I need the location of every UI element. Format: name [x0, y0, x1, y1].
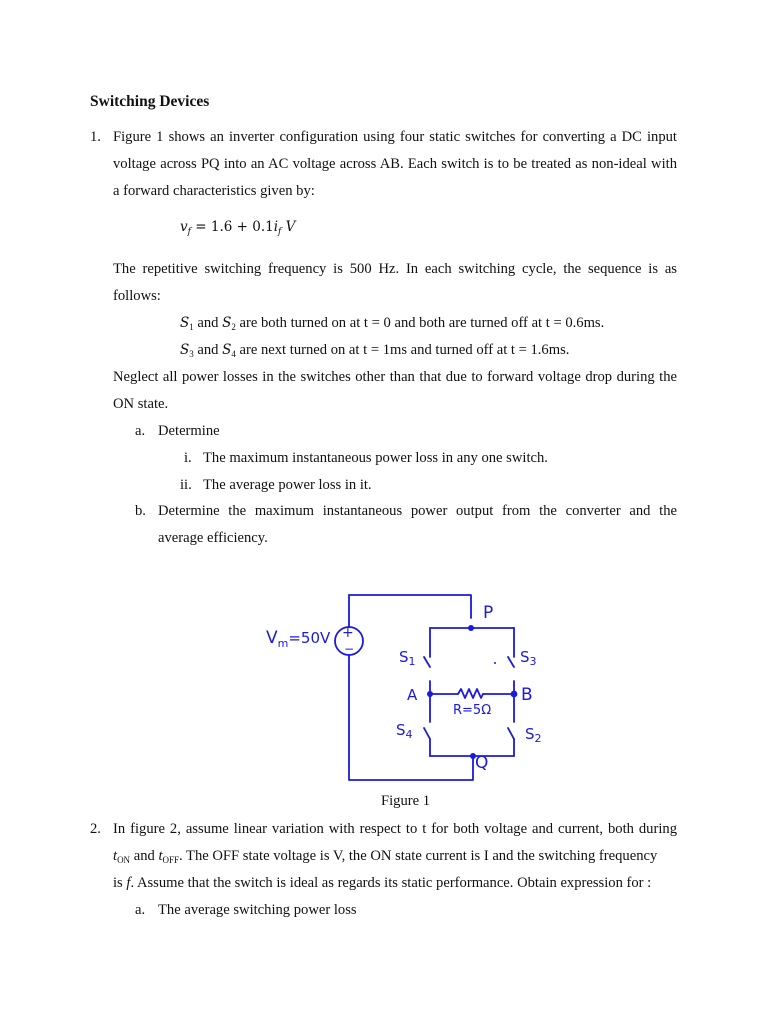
eq-lhs-sub: f	[187, 227, 191, 237]
q1-freq-line-1: The repetitive switching frequency is 500 Hz. In each switching cycle, the sequence is as	[113, 261, 677, 277]
seq1-rest: are both turned on at t = 0 and both are turned off at t = 0.6ms.	[235, 315, 605, 331]
part-a-i-text: The maximum instantaneous power loss in any one switch.	[203, 450, 548, 466]
switch-s2-label: $S_2$	[525, 725, 542, 745]
q1-neglect-line-1: Neglect all power losses in the switches other than that due to forward voltage drop during the	[113, 369, 677, 385]
q1-line-3: a forward characteristics given by:	[113, 183, 315, 199]
part-a-ii-text: The average power loss in it.	[203, 477, 372, 493]
seq2-and: and	[193, 342, 223, 358]
part-b-line-1: Determine the maximum instantaneous power output from the converter and the	[158, 503, 677, 519]
q2-line-3	[113, 870, 651, 897]
resistor-zigzag	[458, 689, 483, 698]
node-b-dot	[511, 691, 518, 698]
question-2-number: 2.	[90, 821, 101, 837]
t-off-sub: OFF	[162, 855, 180, 865]
node-b-label: B	[521, 685, 533, 705]
part-a-text: Determine	[158, 423, 220, 439]
forward-characteristic-equation	[180, 214, 295, 246]
q2-line-2-and: and	[130, 848, 159, 864]
part-a-ii-label: ii.	[180, 477, 192, 493]
seq2-rest: are next turned on at t = 1ms and turned off at t = 1.6ms.	[235, 342, 570, 358]
source-plus-sign: +	[342, 625, 354, 641]
source-voltage-label: $V_m=50V$	[266, 628, 331, 650]
q2-part-a-label: a.	[135, 902, 146, 918]
seq2-switch-a-sub: 3	[189, 349, 194, 359]
wire-top	[349, 595, 471, 618]
resistor-label: R=5Ω	[453, 703, 492, 718]
source-minus-sign: −	[344, 642, 355, 656]
circuit-diagram	[262, 585, 552, 785]
q2-line-1: In figure 2, assume linear variation with respect to t for both voltage and current, both during	[113, 821, 677, 837]
part-b-line-2: average efficiency.	[158, 530, 268, 546]
switch-s4-label: $S_4$	[396, 721, 413, 741]
seq2-switch-a: S	[180, 342, 190, 358]
stray-dot	[494, 662, 496, 664]
part-b-label: b.	[135, 503, 146, 519]
seq1-switch-a: S	[180, 315, 190, 331]
q1-line-1: Figure 1 shows an inverter configuration using four static switches for converting a DC input	[113, 129, 677, 145]
seq2-switch-b: S	[222, 342, 232, 358]
figure-1-circuit	[262, 585, 552, 785]
section-title: Switching Devices	[90, 93, 210, 110]
eq-rhs-sub: f	[278, 227, 282, 237]
seq1-switch-b-sub: 2	[231, 322, 236, 332]
q2-part-a-text: The average switching power loss	[158, 902, 357, 918]
eq-rhs-i: i	[273, 219, 279, 235]
switch-s3-label: $S_3$	[520, 648, 537, 668]
node-q-label: Q	[475, 753, 489, 773]
node-a-dot	[427, 691, 433, 697]
t-on-sub: ON	[117, 855, 131, 865]
switch-s2-blade	[508, 728, 514, 739]
seq1-and: and	[193, 315, 223, 331]
q1-line-2: voltage across PQ into an AC voltage across AB. Each switch is to be treated as non-ideal with	[113, 156, 677, 172]
eq-rhs-b: V	[281, 219, 296, 235]
q1-neglect-line-2: ON state.	[113, 396, 169, 412]
eq-rhs-a: = 1.6 + 0.1	[190, 219, 274, 235]
switch-s4-blade	[424, 728, 430, 739]
part-a-label: a.	[135, 423, 146, 439]
t-on-symbol: t	[113, 848, 118, 864]
node-a-label: A	[407, 686, 418, 704]
q2-line-3-a: is	[113, 875, 127, 891]
seq2-switch-b-sub: 4	[231, 349, 236, 359]
t-off-symbol: t	[158, 848, 163, 864]
switch-s1-label: $S_1$	[399, 648, 416, 668]
figure-1-caption: Figure 1	[381, 793, 431, 809]
q1-freq-line-2: follows:	[113, 288, 161, 304]
q2-line-3-b: . Assume that the switch is ideal as regards its static performance. Obtain expression for :	[130, 875, 652, 891]
node-p-dot	[468, 625, 474, 631]
node-p-label: P	[483, 603, 494, 623]
switch-s1-blade	[424, 657, 430, 667]
seq1-switch-a-sub: 1	[189, 322, 194, 332]
frequency-symbol: f	[126, 875, 131, 891]
eq-lhs: v	[180, 219, 188, 235]
seq1-switch-b: S	[222, 315, 232, 331]
part-a-i-label: i.	[184, 450, 192, 466]
q2-line-2-rest: . The OFF state voltage is V, the ON state current is I and the switching frequency	[179, 848, 658, 864]
question-1-number: 1.	[90, 129, 101, 145]
switch-s3-blade	[508, 657, 514, 667]
